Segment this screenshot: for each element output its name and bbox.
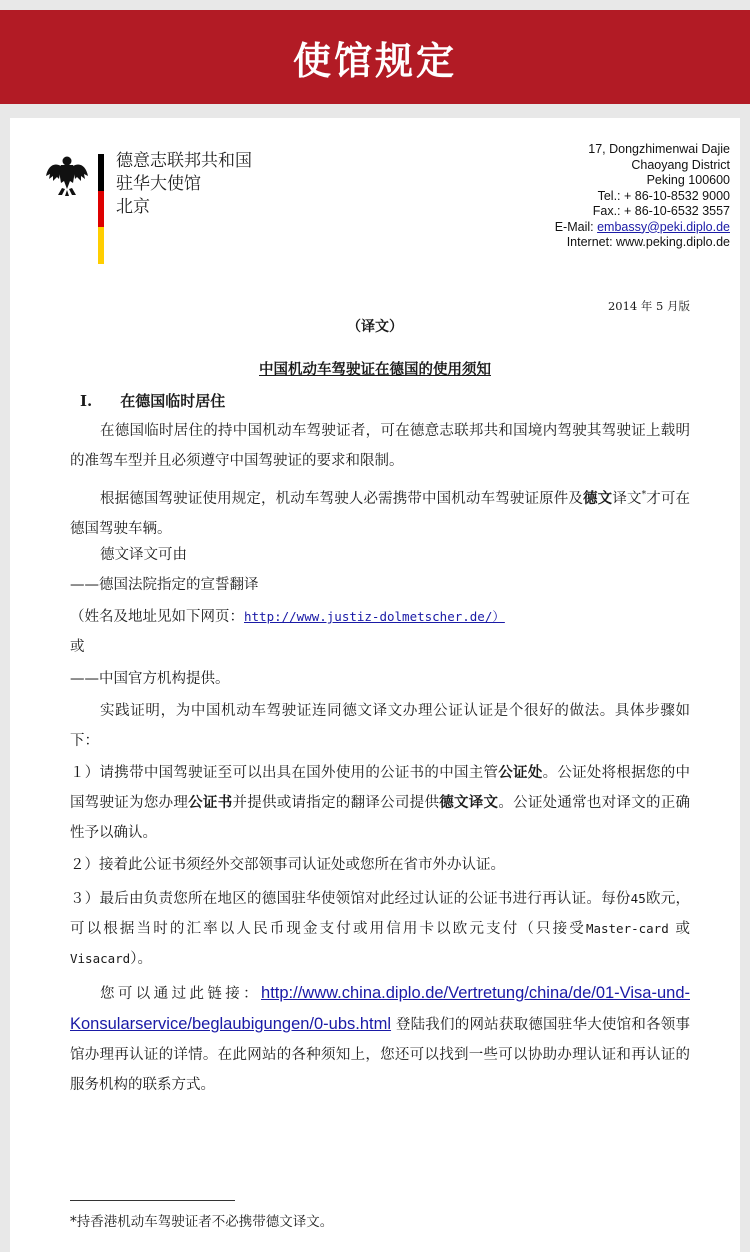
p9-text-b: 登陆我们的网站获取德国驻华大使馆和各领事馆办理再认证的详情。在此网站的各种须知上，您还可以找到一些可以协助办理认证和再认证的服务机构的联系方式。 <box>70 1017 690 1093</box>
step-3 <box>70 884 690 974</box>
edition-date: 2014 年 5 月版 <box>607 299 690 313</box>
step-2: ２）接着此公证书须经外交部领事司认证处或您所在省市外办认证。 <box>70 857 505 873</box>
p5-text: （姓名及地址见如下网页： <box>70 609 244 625</box>
p2-text-c: 译文 <box>612 490 642 507</box>
step-1 <box>70 758 690 848</box>
paragraph-5 <box>70 602 690 632</box>
s1-bold-d: 公证书 <box>188 794 233 811</box>
legalization-link[interactable]: http://www.china.diplo.de/Vertretung/china/de/01-Visa-und-Konsularservice/beglaubigungen/0-ubs.html <box>70 984 690 1033</box>
embassy-line-3: 北京 <box>116 197 150 217</box>
embassy-line-1: 德意志联邦共和国 <box>116 151 252 171</box>
s1-bold-b: 公证处 <box>498 764 543 781</box>
paragraph-8: 实践证明，为中国机动车驾驶证连同德文译文办理公证认证是个很好的做法。具体步骤如下： <box>70 703 690 749</box>
document-title: 中国机动车驾驶证在德国的使用须知 <box>259 361 491 378</box>
address-tel: Tel.: + 86-10-8532 9000 <box>597 188 730 203</box>
s1-text-a: １）请携带中国驾驶证至可以出具在国外使用的公证书的中国主管 <box>70 765 499 781</box>
address-email-row <box>555 220 730 236</box>
s1-text-c: 。公证处将根据您的中国驾驶证为您办理 <box>70 765 691 811</box>
email-label: E-Mail: <box>554 219 598 234</box>
top-strip <box>0 0 750 10</box>
s3-fee: 45 <box>630 891 646 906</box>
s3-visacard: Visacard <box>70 951 131 966</box>
address-internet: Internet: www.peking.diplo.de <box>566 235 730 249</box>
s3-or: 或 <box>668 921 691 937</box>
translation-label: （译文） <box>347 319 403 335</box>
p2-text-a: 根据德国驾驶证使用规定，机动车驾驶人必需携带中国机动车驾驶证原件及 <box>100 490 584 507</box>
s3-text-c: 欧元，可以根据当时的汇率以人民币现金支付或用信用卡以欧元支付（只接受 <box>70 891 690 937</box>
s1-text-g: 。公证处通常也对译文的正确性予以确认。 <box>70 795 691 841</box>
s3-text-g: ）。 <box>130 951 152 967</box>
paragraph-3: 德文译文可由 <box>100 547 187 563</box>
paragraph-9 <box>70 978 690 1100</box>
address-street: 17, Dongzhimenwai Dajie <box>588 142 730 156</box>
paragraph-2 <box>70 480 690 544</box>
footnote-divider <box>70 1200 235 1201</box>
banner-title: 使馆规定 <box>292 38 457 83</box>
s1-text-e: 并提供或请指定的翻译公司提供 <box>232 795 440 811</box>
eagle-icon <box>44 152 90 198</box>
address-fax: Fax.: + 86-10-6532 3557 <box>592 204 730 218</box>
paragraph-4: ——德国法院指定的宣誓翻译 <box>70 577 259 593</box>
section-heading <box>80 390 225 411</box>
section-number: I. <box>80 392 93 410</box>
document-page <box>10 118 740 1252</box>
paragraph-7: ——中国官方机构提供。 <box>70 671 230 687</box>
s1-bold-f: 德文译文 <box>439 794 499 811</box>
address-block <box>555 142 730 251</box>
address-city: Peking 100600 <box>646 173 730 187</box>
paragraph-6: 或 <box>70 639 85 655</box>
p2-bold: 德文 <box>583 489 613 507</box>
embassy-name <box>116 150 252 219</box>
p9-text-a: 您可以通过此链接： <box>100 986 262 1002</box>
header-banner <box>0 10 750 104</box>
footnote: *持香港机动车驾驶证者不必携带德文译文。 <box>70 1214 334 1230</box>
section-title: 在德国临时居住 <box>120 392 226 410</box>
s3-mastercard: Master-card <box>585 921 669 936</box>
s3-text-a: ３）最后由负责您所在地区的德国驻华使领馆对此经过认证的公证书进行再认证。每份 <box>70 891 631 907</box>
flag-bar <box>98 154 104 264</box>
paragraph-1: 在德国临时居住的持中国机动车驾驶证者，可在德意志联邦共和国境内驾驶其驾驶证上载明的准驾车型并且必须遵守中国驾驶证的要求和限制。 <box>70 423 690 469</box>
justiz-link[interactable]: http://www.justiz-dolmetscher.de/） <box>244 609 505 624</box>
email-link[interactable]: embassy@peki.diplo.de <box>597 219 730 234</box>
address-district: Chaoyang District <box>631 157 730 172</box>
embassy-line-2: 驻华大使馆 <box>116 174 201 194</box>
footnote-mark: * <box>641 490 647 500</box>
p2-text-e: 才可在德国驾驶车辆。 <box>70 490 691 537</box>
